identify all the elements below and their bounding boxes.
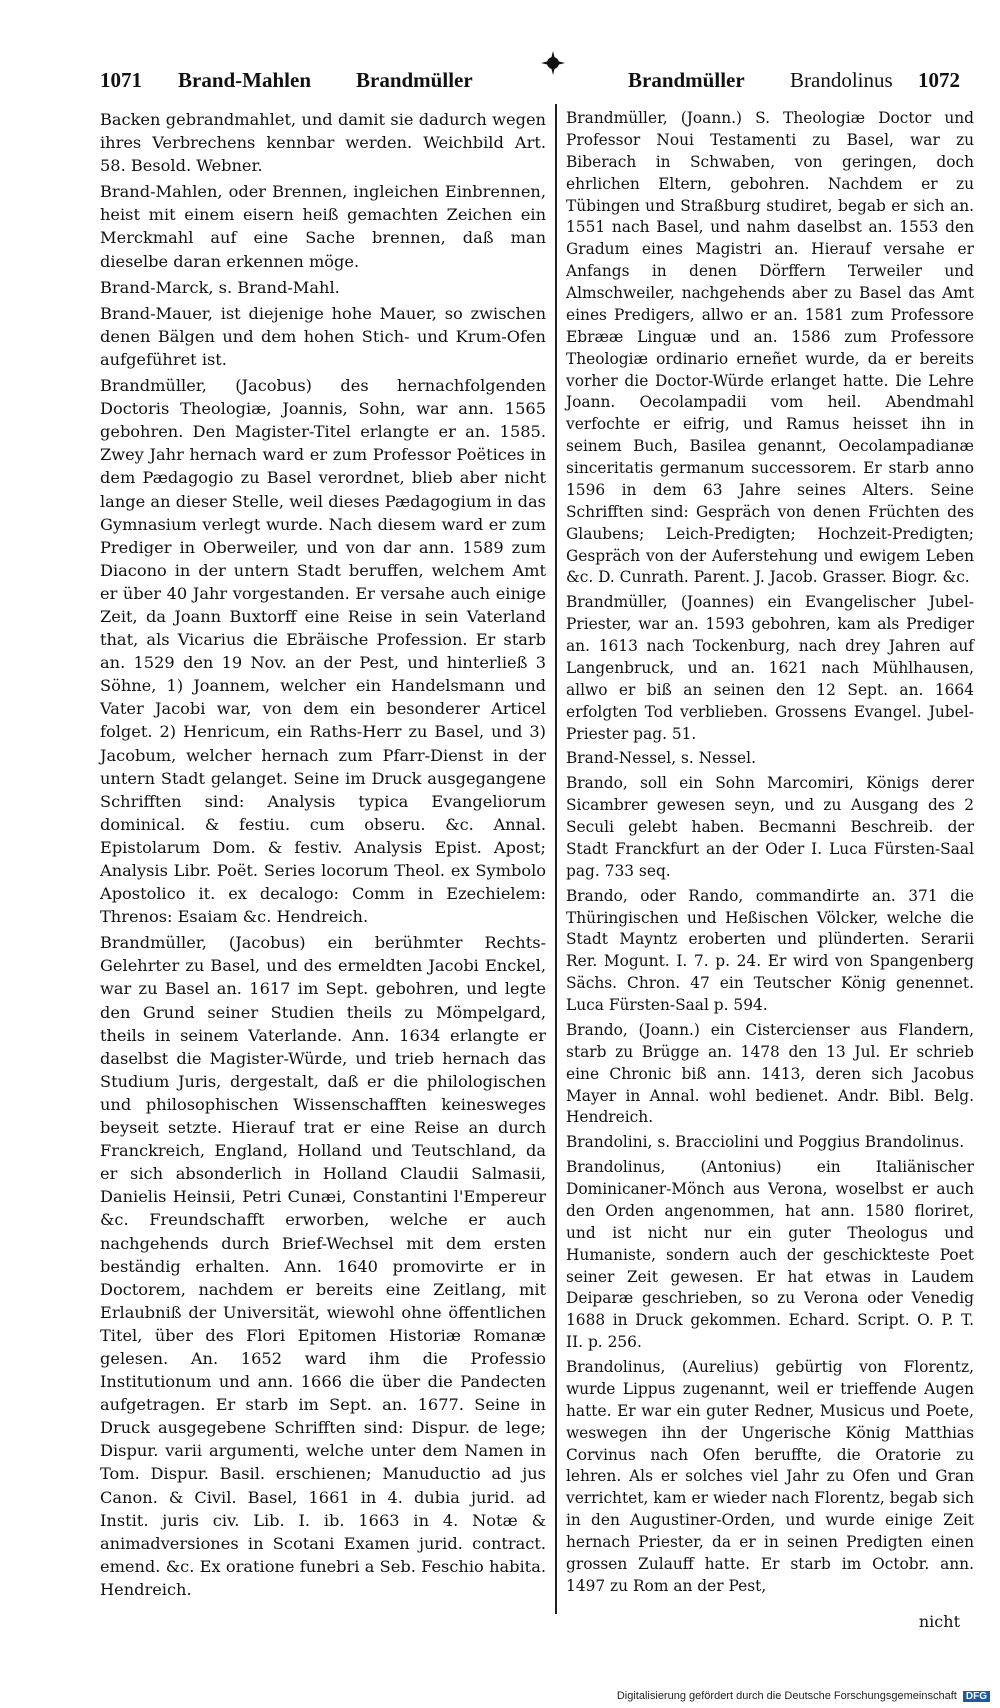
keyword-left-1: Brand-Mahlen: [178, 68, 312, 92]
entry-paragraph: Brando, soll ein Sohn Marcomiri, Königs derer Sicambrer gewesen seyn, und zu Ausgang des 2 Seculi gelebt haben. Becmanni Beschreib. der Stadt Franckfurt an der Oder I. Luca Fürsten-Saal pag. 733 seq.: [566, 774, 974, 880]
entry-paragraph: Brandmüller, (Jacobus) des hernachfolgenden Doctoris Theologiæ, Joannis, Sohn, war ann. 1565 gebohren. Den Magister-Titel erlangte er an. 1585. Zwey Jahr hernach ward er zum Professor Poëtices in dem Pædagogio zu Basel verordnet, blieb aber nicht lange an dieser Stelle, weil dieses Pædagogium in das Gymnasium verlegt wurde. Nach diesem ward er zum Prediger in Oberweiler, und von dar ann. 1589 zum Diacono in der untern Stadt beruffen, welchem Amt er über 40 Jahr vorgestanden. Er versahe auch einige Zeit, da Joann Buxtorff eine Reise in sein Vaterland that, als Vicarius die Ebräische Profession. Er starb an. 1529 den 19 Nov. an der Pest, und hinterließ 3 Söhne, 1) Joannem, welcher ein Handelsmann und Vater Jacobi war, von dem ein besonderer Articel folget. 2) Henricum, ein Raths-Herr zu Basel, und 3) Jacobum, welcher hernach zum Pfarr-Dienst in der untern Stadt gelanget. Seine im Druck ausgegangene Schrifften sind: Analysis typica Evangeliorum dominical. & festiu. cum obseru. &c. Annal. Epistolarum Dom. & festiv. Analysis Epist. Apost; Analysis Libr. Poët. Series locorum Theol. ex Symbolo Apostolico it. ex decalogo: Comm in Ezechielem: Threnos: Esaiam &c. Hendreich.: [100, 376, 546, 927]
entry-paragraph: Backen gebrandmahlet, und damit sie dadurch wegen ihres Verbrechens kennbar werden. Weichbild Art. 58. Besold. Webner.: [100, 110, 546, 176]
footer-text: Digitalisierung gefördert durch die Deutsche Forschungsgemeinschaft: [616, 1690, 957, 1702]
keyword-right-2: Brandolinus: [790, 68, 893, 92]
entry-paragraph: Brand-Mahlen, oder Brennen, ingleichen Einbrennen, heist mit einem eisern heiß gemachten Zeichen ein Merckmahl auf eine Sache brennen, daß man dieselbe daran erkennen möge.: [100, 182, 546, 271]
entry-paragraph: Brandolini, s. Bracciolini und Poggius Brandolinus.: [566, 1133, 965, 1152]
entry-paragraph: Brando, oder Rando, commandirte an. 371 die Thüringischen und Heßischen Völcker, welche die Stadt Mayntz eroberten und plünderten. Serarii Rer. Mogunt. I. 7. p. 24. Er wird von Spangenberg Sächs. Chron. 47 ein Teutscher König genennet. Luca Fürsten-Saal p. 594.: [566, 886, 974, 1014]
entry-paragraph: Brandolinus, (Aurelius) gebürtig von Florentz, wurde Lippus zugenannt, weil er trieffende Augen hatte. Er war ein guter Redner, Musicus und Poete, weswegen ihn der Ungerische König Matthias Corvinus nach Ofen beruffte, die Oratorie zu lehren. Als er solches viel Jahr zu Ofen und Gran verrichtet, kam er wieder nach Florentz, begab sich in den Augustiner-Orden, und wurde einige Zeit hernach Priester, da er in seinen Predigten einen grossen Zulauff hatte. Er starb im Octobr. ann. 1497 zu Rom an der Pest,: [566, 1358, 974, 1595]
left-column: [100, 108, 546, 1604]
dfg-logo: DFG: [963, 1691, 990, 1702]
column-divider: [555, 104, 557, 1614]
right-column: [566, 108, 974, 1601]
page-number-right: 1072: [918, 68, 960, 92]
ornament-icon: [540, 50, 566, 76]
digitization-footer: [617, 1690, 990, 1702]
entry-paragraph: Brandmüller, (Joannes) ein Evangelischer Jubel-Priester, war an. 1593 gebohren, kam als Prediger an. 1613 nach Tockenburg, nach drey Jahren auf Langenbruck, und an. 1621 nach Mühlhausen, allwo er biß an seinen den 12 Sept. an. 1664 erfolgten Tod verblieben. Grossens Evangel. Jubel-Priester pag. 51.: [566, 593, 974, 743]
catchword: nicht: [918, 1612, 960, 1631]
entry-paragraph: Brando, (Joann.) ein Cistercienser aus Flandern, starb zu Brügge an. 1478 den 13 Jul. Er schrieb eine Chronic biß ann. 1413, deren sich Jacobus Mayer in Annal. wohl bedienet. Andr. Bibl. Belg. Hendreich.: [566, 1020, 974, 1127]
keyword-right-1: Brandmüller: [628, 68, 745, 92]
entry-paragraph: Brandmüller, (Jacobus) ein berühmter Rechts-Gelehrter zu Basel, und des ermeldten Jacobi Enckel, war zu Basel an. 1617 im Sept. gebohren, und legte den Grund seiner Studien theils zu Mömpelgard, theils in seinem Vaterlande. Ann. 1634 erlangte er daselbst die Magister-Würde, und trieb hernach das Studium Juris, dergestalt, daß er die philologischen und philosophischen Wissenschafften keinesweges beyseit setzte. Hierauf trat er eine Reise an durch Franckreich, England, Holland und Teutschland, da er sich absonderlich in Holland Claudii Salmasii, Danielis Heinsii, Petri Cunæi, Constantini l'Empereur &c. Freundschafft erworben, welche er auch nachgehends durch Brief-Wechsel mit dem ersten beständig erhalten. Ann. 1640 promovirte er in Doctorem, nachdem er bereits eine Zeitlang, mit Erlaubniß der Universität, wiewohl ohne öffentlichen Titel, über des Flori Epitomen Historiæ Romanæ gelesen. An. 1652 ward ihm die Professio Institutionum und ann. 1666 die über die Pandecten aufgetragen. Er starb im Sept. an. 1677. Seine in Druck ausgegebene Schrifften sind: Dispur. de lege; Dispur. varii argumenti, welche unter dem Namen in Tom. Dispur. Basil. erschienen; Manuductio ad jus Canon. & Civil. Basel, 1661 in 4. dubia jurid. ad Instit. juris civ. Lib. I. ib. 1663 in 4. Notæ & animadversiones in Scotani Examen jurid. contract. emend. &c. Ex oratione funebri a Seb. Feschio habita. Hendreich.: [100, 933, 546, 1599]
page-number-left: 1071: [100, 68, 142, 92]
entry-paragraph: Brand-Mauer, ist diejenige hohe Mauer, so zwischen denen Bälgen und dem hohen Stich- und Krum-Ofen aufgeführet ist.: [100, 303, 546, 369]
entry-paragraph: Brand-Marck, s. Brand-Mahl.: [100, 277, 340, 297]
running-header: [100, 62, 960, 98]
entry-paragraph: Brand-Nessel, s. Nessel.: [566, 749, 756, 768]
entry-paragraph: Brandmüller, (Joann.) S. Theologiæ Doctor und Professor Noui Testamenti zu Basel, war zu Biberach in Schwaben, von geringen, doch ehrlichen Eltern, gebohren. Nachdem er zu Tübingen und Straßburg studiret, begab er sich an. 1551 nach Basel, und nahm daselbst an. 1553 den Gradum eines Magistri an. Hierauf versahe er Anfangs in denen Dörffern Terweiler und Almschweiler, nachgehends aber zu Basel das Amt eines Predigers, allwo er an. 1581 zum Professore Ebrææ Linguæ und an. 1586 zum Professore Theologiæ ordinario erneñet wurde, da er bereits vorher die Doctor-Würde erlanget hatte. Die Lehre Joann. Oecolampadii vom heil. Abendmahl verfochte er eifrig, und Ramus heisset ihn in seinem Buch, Basilea genannt, Oecolampadianæ sinceritatis germanum successorem. Er starb anno 1596 in dem 63 Jahre seines Alters. Seine Schrifften sind: Gespräch von denen Früchten des Glaubens; Leich-Predigten; Hochzeit-Predigten; Gespräch von der Auferstehung und ewigem Leben &c. D. Cunrath. Parent. J. Jacob. Grasser. Biogr. &c.: [566, 109, 974, 587]
entry-paragraph: Brandolinus, (Antonius) ein Italiänischer Dominicaner-Mönch aus Verona, woselbst er auch den Orden angenommen, hat ann. 1580 floriret, und ist nicht nur ein guter Theologus und Humaniste, sondern auch der geschickteste Poet seiner Zeit gewesen. Er hat etwas in Laudem Deiparæ geschrieben, so zu Verona oder Venedig 1688 in Druck gekommen. Echard. Script. O. P. T. II. p. 256.: [566, 1158, 974, 1352]
keyword-left-2: Brandmüller: [356, 68, 473, 92]
